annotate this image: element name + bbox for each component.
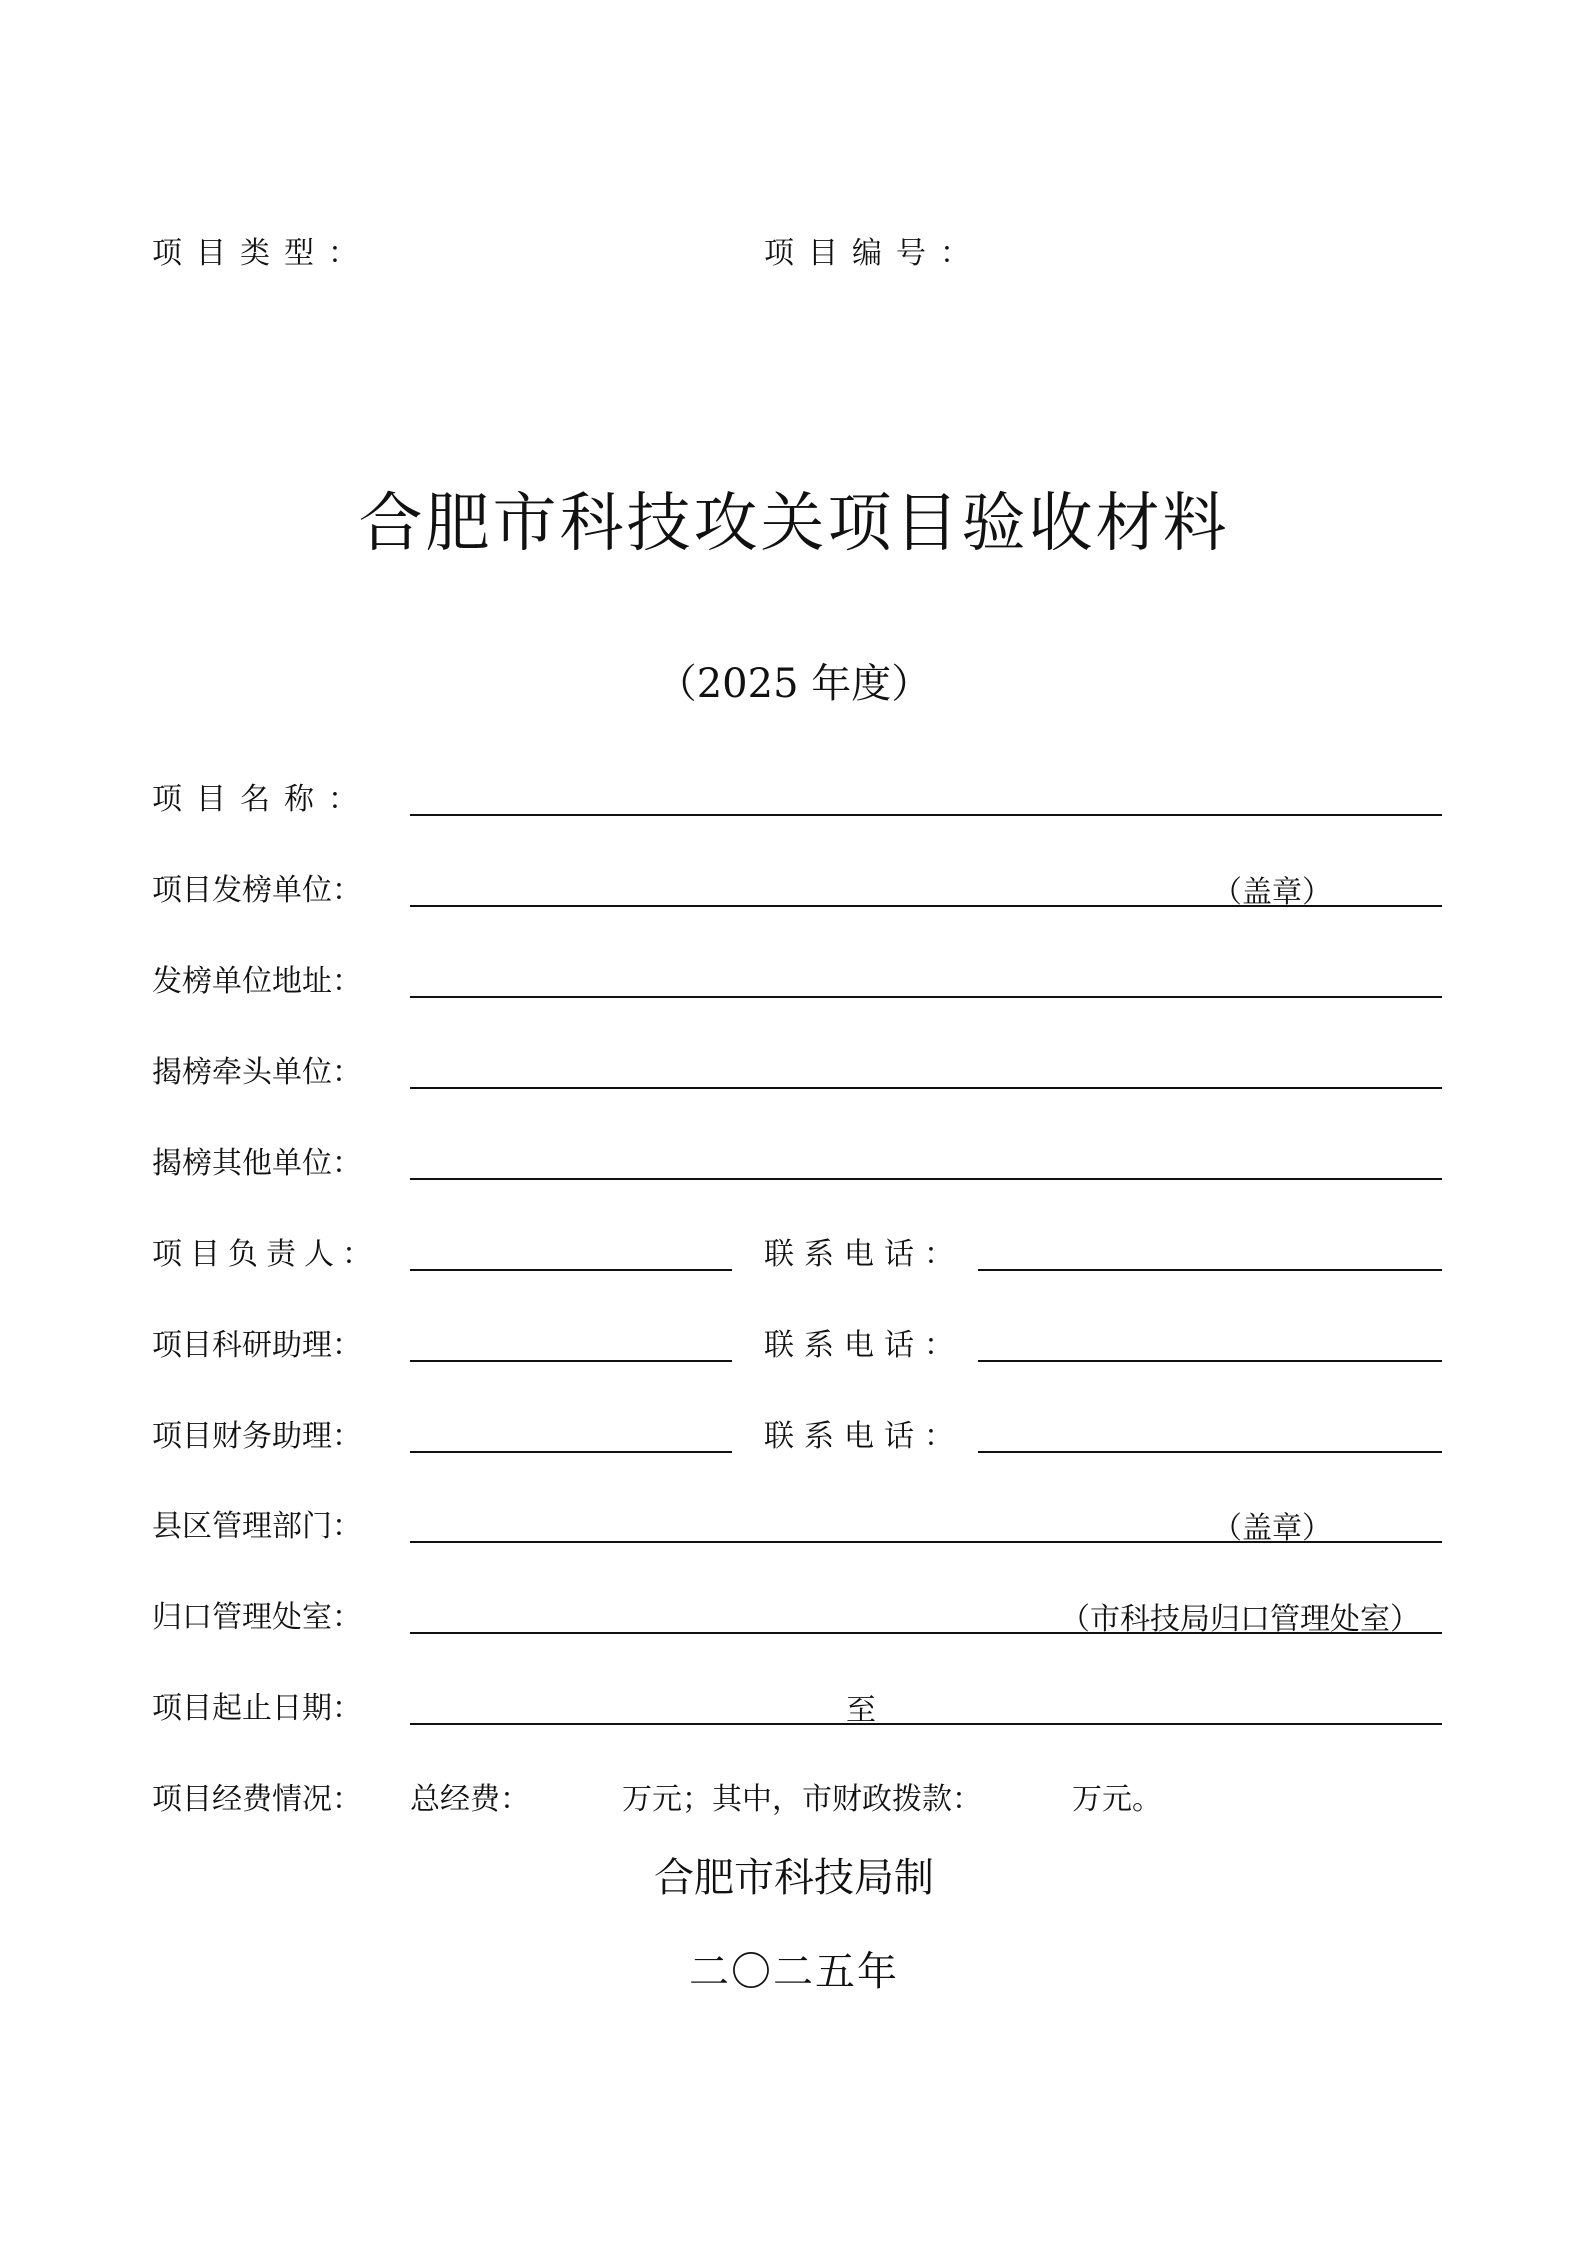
issuing-address-label: 发榜单位地址： (152, 964, 362, 999)
issuing-unit-label: 项目发榜单位： (152, 873, 362, 908)
leader-phone-label: 联系电话： (764, 1237, 964, 1272)
other-units-label: 揭榜其他单位： (152, 1146, 362, 1181)
research-assistant-field[interactable] (410, 1314, 732, 1362)
budget-end-text: 万元。 (1072, 1782, 1162, 1817)
leader-phone-field[interactable] (978, 1223, 1442, 1271)
row-project-leader (152, 1223, 1442, 1275)
row-issuing-unit (152, 859, 1442, 911)
finance-assistant-phone-label: 联系电话： (764, 1419, 964, 1454)
project-name-field[interactable] (410, 768, 1442, 816)
budget-mid-text: 万元；其中，市财政拨款： (622, 1782, 982, 1817)
document-title: 合肥市科技攻关项目验收材料 (358, 487, 1230, 561)
project-number-label: 项目编号： (764, 236, 984, 271)
project-type-label: 项目类型： (152, 236, 372, 271)
research-assistant-label: 项目科研助理： (152, 1328, 362, 1363)
finance-assistant-phone-field[interactable] (978, 1405, 1442, 1453)
project-name-label: 项目名称： (152, 782, 372, 817)
row-finance-assistant (152, 1405, 1442, 1457)
issuing-unit-seal-note: （盖章） (1212, 875, 1332, 910)
row-dates (152, 1677, 1442, 1729)
footer-year: 二〇二五年 (689, 1949, 899, 1995)
budget-total-label: 总经费： (410, 1782, 530, 1817)
row-budget (152, 1768, 1442, 1820)
row-issuing-address (152, 950, 1442, 1002)
office-note: （市科技局归口管理处室） (1060, 1602, 1420, 1637)
lead-unit-field[interactable] (410, 1041, 1442, 1089)
project-leader-field[interactable] (410, 1223, 732, 1271)
row-office (152, 1586, 1442, 1638)
dates-to-text: 至 (846, 1693, 876, 1728)
lead-unit-label: 揭榜牵头单位： (152, 1055, 362, 1090)
research-assistant-phone-field[interactable] (978, 1314, 1442, 1362)
row-lead-unit (152, 1041, 1442, 1093)
row-county-dept (152, 1495, 1442, 1547)
dates-label: 项目起止日期： (152, 1691, 362, 1726)
footer-organization: 合肥市科技局制 (654, 1855, 934, 1901)
row-project-name (152, 768, 1442, 820)
other-units-field[interactable] (410, 1132, 1442, 1180)
finance-assistant-field[interactable] (410, 1405, 732, 1453)
row-other-units (152, 1132, 1442, 1184)
project-leader-label: 项目负责人： (152, 1237, 380, 1272)
row-research-assistant (152, 1314, 1442, 1366)
issuing-address-field[interactable] (410, 950, 1442, 998)
office-label: 归口管理处室： (152, 1600, 362, 1635)
budget-label: 项目经费情况： (152, 1782, 362, 1817)
county-dept-label: 县区管理部门： (152, 1509, 362, 1544)
research-assistant-phone-label: 联系电话： (764, 1328, 964, 1363)
county-dept-seal-note: （盖章） (1212, 1511, 1332, 1546)
finance-assistant-label: 项目财务助理： (152, 1419, 362, 1454)
dates-field[interactable] (410, 1677, 1442, 1725)
document-year: （2025 年度） (656, 661, 932, 707)
